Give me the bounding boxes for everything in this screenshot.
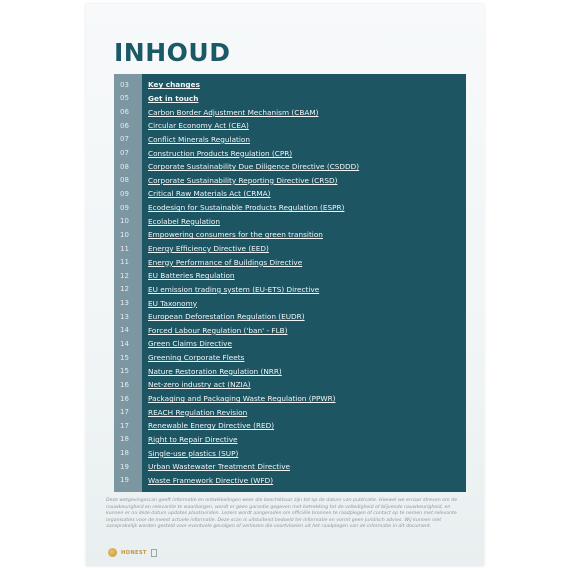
- disclaimer-text: Deze wetgevingsscan geeft informatie en ontwikkelingen weer die beschikbaar zijn tot op de datum van publicatie. Hoewel we ernaar streven om de nauwkeurigheid en relevantie te waarborgen, wordt er geen garantie gegeven met betrekking tot de volledigheid of blijvende nauwkeurigheid, en kunnen er na deze datum updates plaatsvinden. Lezers wordt aangeraden om officiële bronnen te raadplegen of contact op te nemen met relevante organisaties voor de meest actuele informatie. Deze scan is uitsluitend bedoeld ter informatie en vormt geen juridisch advies. Wij kunnen niet aansprakelijk worden gesteld voor eventuele gevolgen of verliezen die voortvloeien uit het raadplegen van de informatie in dit document.: [106, 498, 457, 530]
- toc-entry[interactable]: [114, 146, 466, 160]
- toc-page-number: 13: [120, 312, 129, 321]
- toc-link[interactable]: Greening Corporate Fleets: [148, 353, 245, 363]
- toc-page-number: 16: [120, 380, 129, 389]
- toc-entry[interactable]: [114, 364, 466, 378]
- toc-page-number: 18: [120, 435, 129, 444]
- table-of-contents: [114, 78, 466, 487]
- toc-page-number: 18: [120, 449, 129, 458]
- toc-entry[interactable]: [114, 296, 466, 310]
- toc-page-number: 14: [120, 326, 129, 335]
- toc-page-number: 07: [120, 135, 129, 144]
- toc-link[interactable]: Forced Labour Regulation ('ban' - FLB): [148, 325, 288, 335]
- toc-page-number: 13: [120, 299, 129, 308]
- toc-link[interactable]: Corporate Sustainability Due Diligence Directive (CSDDD): [148, 162, 360, 172]
- toc-page-number: 15: [120, 367, 129, 376]
- toc-link[interactable]: Construction Products Regulation (CPR): [148, 148, 293, 158]
- toc-link[interactable]: Renewable Energy Directive (RED): [148, 421, 275, 431]
- toc-link[interactable]: REACH Regulation Revision: [148, 407, 248, 417]
- toc-link[interactable]: Carbon Border Adjustment Mechanism (CBAM): [148, 107, 319, 117]
- toc-entry[interactable]: [114, 419, 466, 433]
- toc-entry[interactable]: [114, 105, 466, 119]
- toc-entry[interactable]: [114, 78, 466, 92]
- toc-page-number: 05: [120, 94, 129, 103]
- toc-link[interactable]: Get in touch: [148, 93, 199, 103]
- toc-page-number: 11: [120, 258, 129, 267]
- toc-link[interactable]: Empowering consumers for the green transition: [148, 230, 323, 240]
- toc-link[interactable]: Ecodesign for Sustainable Products Regulation (ESPR): [148, 203, 345, 213]
- toc-entry[interactable]: [114, 310, 466, 324]
- toc-entry[interactable]: [114, 405, 466, 419]
- toc-entry[interactable]: [114, 392, 466, 406]
- toc-entry[interactable]: [114, 160, 466, 174]
- toc-link[interactable]: Energy Performance of Buildings Directive: [148, 257, 303, 267]
- toc-page-number: 08: [120, 176, 129, 185]
- toc-entry[interactable]: [114, 433, 466, 447]
- toc-entry[interactable]: [114, 337, 466, 351]
- toc-entry[interactable]: [114, 92, 466, 106]
- toc-link[interactable]: Right to Repair Directive: [148, 434, 238, 444]
- toc-link[interactable]: Nature Restoration Regulation (NRR): [148, 366, 282, 376]
- partner-logo-icon: [151, 549, 157, 557]
- toc-link[interactable]: Net-zero industry act (NZIA): [148, 380, 251, 390]
- toc-entry[interactable]: [114, 255, 466, 269]
- toc-entry[interactable]: [114, 460, 466, 474]
- toc-page-number: 16: [120, 394, 129, 403]
- toc-page-number: 19: [120, 462, 129, 471]
- toc-page-number: 17: [120, 408, 129, 417]
- toc-link[interactable]: EU Taxonomy: [148, 298, 198, 308]
- toc-entry[interactable]: [114, 242, 466, 256]
- toc-link[interactable]: Critical Raw Materials Act (CRMA): [148, 189, 271, 199]
- toc-page-number: 19: [120, 476, 129, 485]
- toc-link[interactable]: EU emission trading system (EU-ETS) Directive: [148, 284, 320, 294]
- toc-link[interactable]: Single-use plastics (SUP): [148, 448, 239, 458]
- toc-link[interactable]: Green Claims Directive: [148, 339, 232, 349]
- toc-entry[interactable]: [114, 228, 466, 242]
- toc-link[interactable]: Packaging and Packaging Waste Regulation (PPWR): [148, 394, 336, 404]
- toc-link[interactable]: Key changes: [148, 80, 200, 90]
- toc-entry[interactable]: [114, 214, 466, 228]
- toc-link[interactable]: European Deforestation Regulation (EUDR): [148, 312, 305, 322]
- toc-link[interactable]: Waste Framework Directive (WFD): [148, 475, 274, 485]
- toc-link[interactable]: EU Batteries Regulation: [148, 271, 235, 281]
- toc-entry[interactable]: [114, 187, 466, 201]
- toc-link[interactable]: Ecolabel Regulation: [148, 216, 221, 226]
- toc-entry[interactable]: [114, 133, 466, 147]
- toc-entry[interactable]: [114, 351, 466, 365]
- footer-logos: [108, 548, 157, 557]
- toc-entry[interactable]: [114, 201, 466, 215]
- toc-page-number: 09: [120, 203, 129, 212]
- honest-logo-icon: [108, 548, 117, 557]
- page-title: INHOUD: [114, 38, 231, 67]
- toc-page-number: 03: [120, 80, 129, 89]
- toc-page-number: 17: [120, 421, 129, 430]
- toc-link[interactable]: Conflict Minerals Regulation: [148, 134, 251, 144]
- toc-page-number: 07: [120, 149, 129, 158]
- toc-link[interactable]: Urban Wastewater Treatment Directive: [148, 462, 290, 472]
- toc-link[interactable]: Energy Efficiency Directive (EED): [148, 244, 269, 253]
- toc-entry[interactable]: [114, 269, 466, 283]
- toc-page-number: 15: [120, 353, 129, 362]
- toc-entry[interactable]: [114, 378, 466, 392]
- toc-page-number: 10: [120, 230, 129, 239]
- toc-page-number: 06: [120, 121, 129, 130]
- toc-page-number: 08: [120, 162, 129, 171]
- toc-entry[interactable]: [114, 173, 466, 187]
- toc-link[interactable]: Circular Economy Act (CEA): [148, 121, 249, 131]
- toc-link[interactable]: Corporate Sustainability Reporting Directive (CRSD): [148, 175, 338, 185]
- toc-entry[interactable]: [114, 283, 466, 297]
- toc-entry[interactable]: [114, 119, 466, 133]
- toc-page-number: 10: [120, 217, 129, 226]
- toc-entry[interactable]: [114, 324, 466, 338]
- honest-logo-text: HONEST: [121, 549, 147, 556]
- toc-page-number: 14: [120, 339, 129, 348]
- toc-page-number: 09: [120, 189, 129, 198]
- toc-entry[interactable]: [114, 446, 466, 460]
- toc-entry[interactable]: [114, 474, 466, 488]
- toc-page-number: 12: [120, 271, 129, 280]
- toc-page-number: 06: [120, 108, 129, 117]
- document-page: [86, 4, 484, 566]
- toc-page-number: 12: [120, 285, 129, 294]
- toc-page-number: 11: [120, 244, 129, 253]
